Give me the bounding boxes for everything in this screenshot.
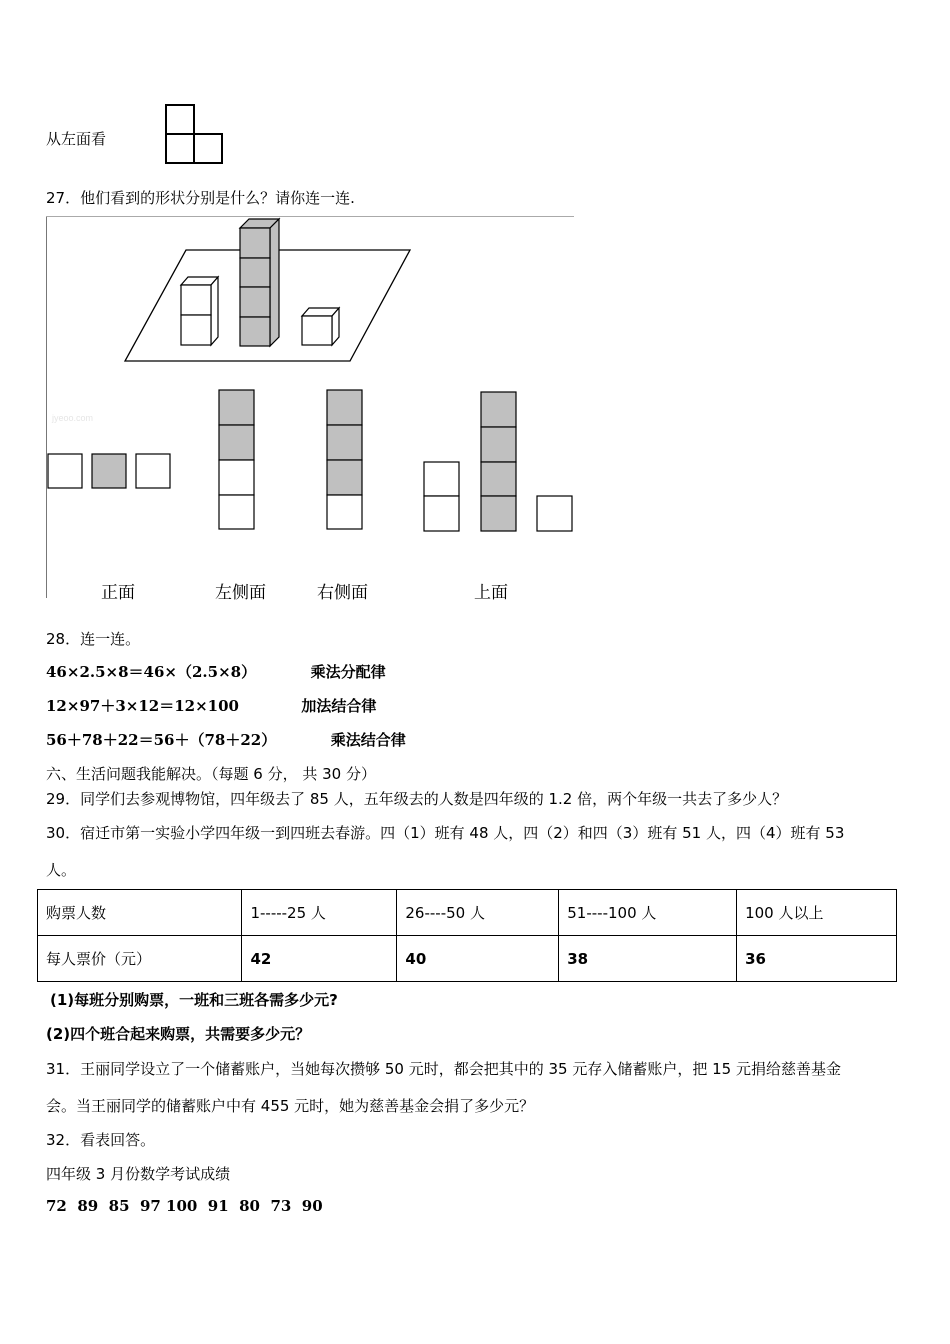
q30-sub2: (2)四个班合起来购票，共需要多少元？ <box>46 1025 311 1043</box>
table-row-price <box>38 936 897 982</box>
price-table <box>37 889 897 982</box>
q28-law-1: 乘法分配律 <box>310 663 386 681</box>
q30-line2: 人。 <box>46 861 77 879</box>
q32-scores: 72 89 85 97 100 91 80 73 90 <box>46 1197 323 1215</box>
view-shape-left-side <box>219 390 254 529</box>
table-row-header <box>38 890 897 936</box>
q28-law-3: 乘法结合律 <box>330 731 406 749</box>
view-shape-front <box>48 454 170 488</box>
watermark: jyeoo.com <box>52 413 94 423</box>
q27-figure <box>46 216 576 601</box>
table-cell: 购票人数 <box>38 890 242 936</box>
q32-title: 32．看表回答。 <box>46 1131 156 1149</box>
section6-heading: 六、生活问题我能解决。（每题 6 分， 共 30 分） <box>46 765 376 783</box>
left-view-label: 从左面看 <box>46 130 107 148</box>
q28-law-2: 加法结合律 <box>301 697 377 715</box>
view-shape-right-side <box>327 390 362 529</box>
table-cell: 40 <box>397 936 559 982</box>
q28-expr-1: 46×2.5×8＝46×（2.5×8） <box>46 663 257 681</box>
q28-title: 28．连一连。 <box>46 630 141 648</box>
q31-line2: 会。当王丽同学的储蓄账户中有 455 元时，她为慈善基金会捐了多少元？ <box>46 1097 535 1115</box>
view-label-right-side: 右侧面 <box>317 583 368 603</box>
table-cell: 26----50 人 <box>397 890 559 936</box>
q28-row-1 <box>46 661 386 682</box>
table-cell: 38 <box>559 936 737 982</box>
q28-expr-2: 12×97＋3×12＝12×100 <box>46 697 239 715</box>
view-label-top: 上面 <box>474 583 508 603</box>
view-shape-top <box>424 392 572 531</box>
view-label-left-side: 左侧面 <box>215 583 266 603</box>
table-cell: 51----100 人 <box>559 890 737 936</box>
table-cell: 每人票价（元） <box>38 936 242 982</box>
left-view-figure <box>160 100 230 170</box>
q29-text: 29．同学们去参观博物馆，四年级去了 85 人，五年级去的人数是四年级的 1.2 倍，两个年级一共去了多少人？ <box>46 790 788 808</box>
q32-subtitle: 四年级 3 月份数学考试成绩 <box>46 1165 231 1183</box>
q30-line1: 30．宿迁市第一实验小学四年级一到四班去春游。四（1）班有 48 人，四（2）和四（3）班有 51 人，四（4）班有 53 <box>46 824 845 842</box>
q27-text: 27．他们看到的形状分别是什么？请你连一连. <box>46 189 355 207</box>
cube-stack-center <box>240 219 279 346</box>
view-label-front: 正面 <box>101 583 135 603</box>
table-cell: 36 <box>737 936 897 982</box>
q28-row-2 <box>46 695 376 716</box>
cube-stack-right <box>302 308 339 345</box>
table-cell: 1-----25 人 <box>242 890 397 936</box>
q30-sub1: (1)每班分别购票，一班和三班各需多少元? <box>50 991 338 1009</box>
q28-expr-3: 56＋78＋22＝56＋（78＋22） <box>46 731 277 749</box>
table-cell: 42 <box>242 936 397 982</box>
q31-line1: 31．王丽同学设立了一个储蓄账户，当她每次攒够 50 元时，都会把其中的 35 元存入储蓄账户，把 15 元捐给慈善基金 <box>46 1060 841 1078</box>
cube-stack-left <box>181 277 218 345</box>
q28-row-3 <box>46 729 406 750</box>
table-cell: 100 人以上 <box>737 890 897 936</box>
